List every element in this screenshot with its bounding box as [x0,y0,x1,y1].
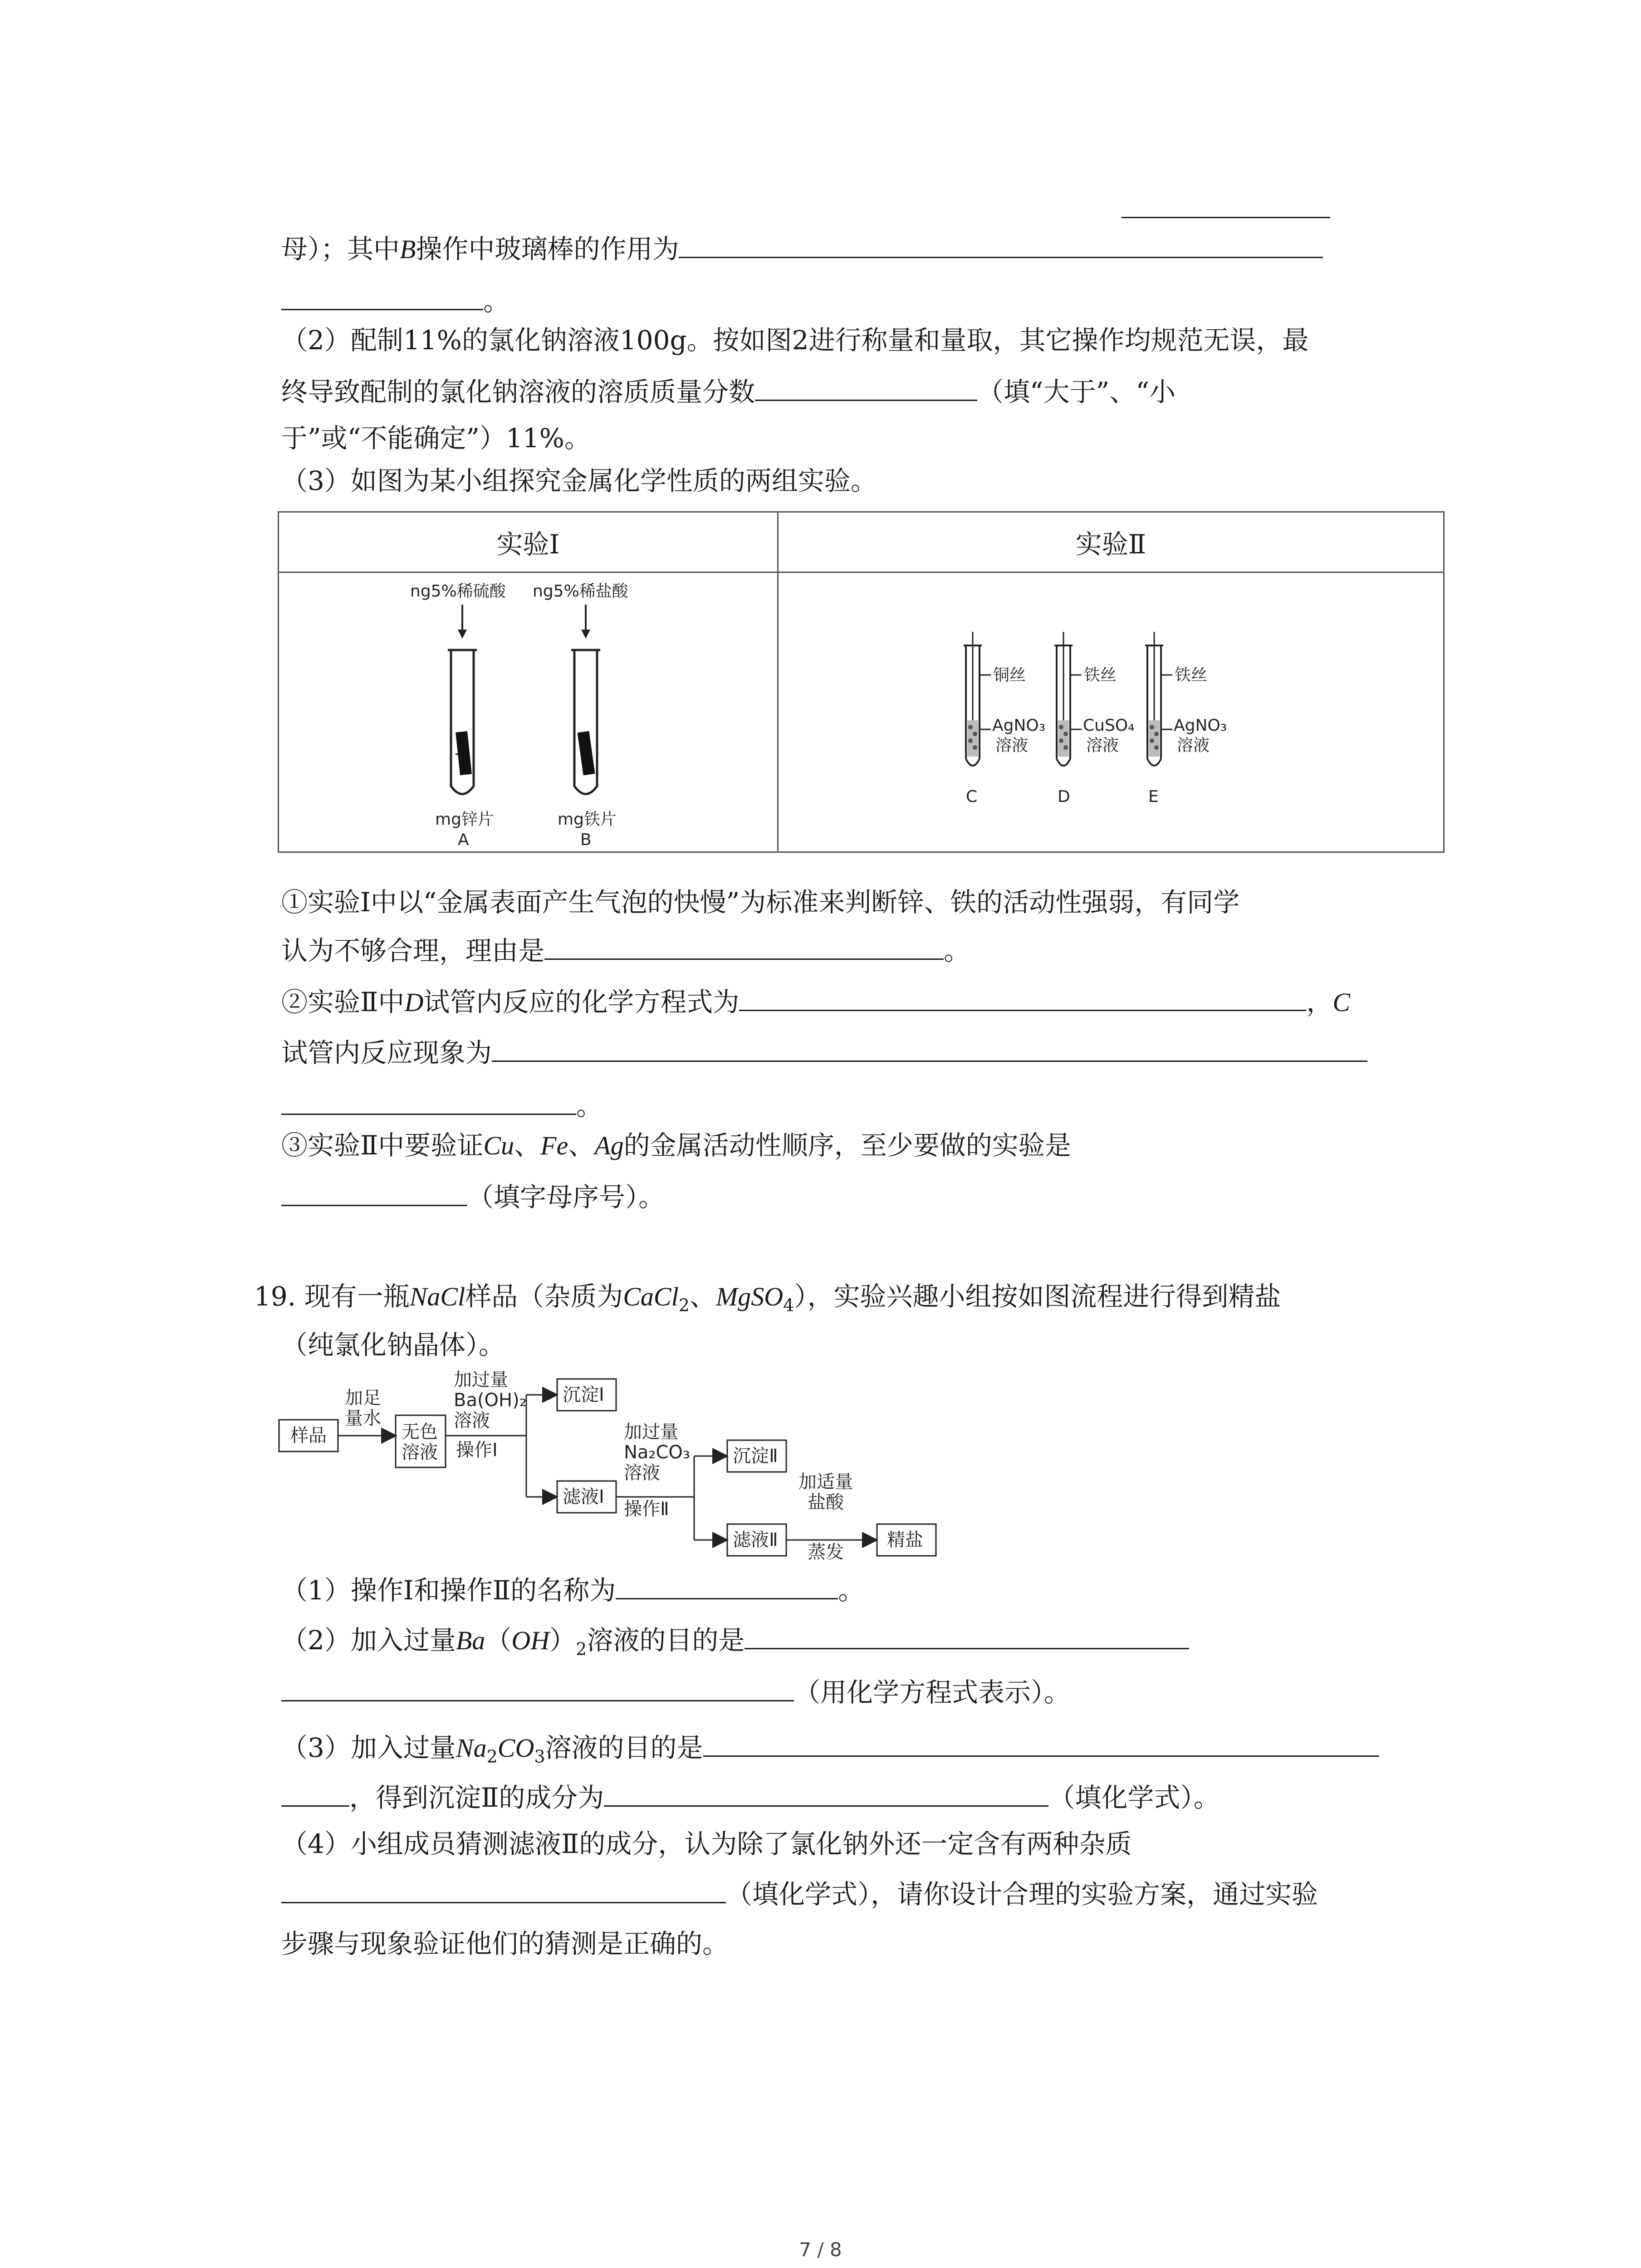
q19-p3-line1: （3）加入过量$Na_2CO_3$溶液的目的是 [281,1729,1379,1775]
flow-colorless-a: 无色 [402,1422,438,1442]
q19-p1: （1）操作Ⅰ和操作Ⅱ的名称为 。 [281,1572,864,1608]
flow-add3-b: Na₂CO₃ [624,1442,690,1463]
flow-filtrate1: 滤液Ⅰ [563,1486,604,1507]
answer-blank[interactable] [616,1572,838,1599]
q19-p3-line2: ，得到沉淀Ⅱ的成分为 （填化学式）。 [281,1779,1220,1816]
answer-blank[interactable] [281,1087,576,1115]
q3-s3-line1: ③实验Ⅱ中要验证Cu、Fe、Ag的金属活动性顺序，至少要做的实验是 [281,1130,1071,1161]
exp2-figure [780,573,1442,845]
q2-line2: 终导致配制的氯化钠溶液的溶质质量分数 （填“大于”、“小 [281,373,1176,410]
answer-blank[interactable] [739,983,1306,1011]
flow-add3-c: 溶液 [624,1462,660,1483]
answer-blank[interactable] [281,1779,349,1807]
answer-blank[interactable] [755,373,977,401]
sol-c-label-2: 溶液 [995,736,1028,755]
tube-b-label: B [580,831,592,845]
flow-add4-c: 蒸发 [808,1542,844,1560]
wire-d-label: 铁丝 [1083,666,1117,684]
flow-add2-b: Ba(OH)₂ [454,1390,527,1411]
flow-op1: 操作Ⅰ [456,1440,498,1461]
q19-p2-line1: （2）加入过量$Ba(OH)_2$溶液的目的是 [281,1622,1189,1667]
flow-sample: 样品 [290,1425,327,1446]
wire-e-label: 铁丝 [1174,666,1207,684]
text-line: 。 [281,283,509,319]
answer-blank[interactable] [544,932,944,960]
q3-s1-line2: 认为不够合理，理由是 。 [281,932,970,969]
text-line: 母）；其中B操作中玻璃棒的作用为 [281,230,1323,268]
acid-b-label: ng5%稀盐酸 [533,582,628,601]
flow-add3-a: 加过量 [624,1422,678,1442]
flow-ppt1: 沉淀Ⅰ [563,1384,604,1405]
q2-line3: 于”或“不能确定”）11%。 [281,423,591,454]
q3-s2-line2: 试管内反应现象为 [281,1034,1367,1071]
exp2-figure-cell [778,572,1444,852]
flow-diagram [272,1370,962,1560]
q3-s1-line1: ①实验Ⅰ中以“金属表面产生气泡的快慢”为标准来判断锌、铁的活动性强弱，有同学 [281,887,1240,918]
wire-c-label: 铜丝 [993,666,1026,684]
q3-intro: （3）如图为某小组探究金属化学性质的两组实验。 [281,465,877,496]
exp1-figure [281,573,775,845]
metal-a-label: mg锌片 [435,810,494,829]
q19-p2-line2: （用化学方程式表示）。 [281,1674,1070,1711]
answer-blank[interactable] [745,1622,1189,1649]
q3-s2-line3: 。 [281,1087,603,1124]
answer-blank[interactable] [281,1876,726,1903]
flow-add4-b: 盐酸 [808,1492,844,1513]
sol-e-label-2: 溶液 [1176,736,1210,755]
flow-add1-b: 量水 [345,1408,381,1429]
flow-op2: 操作Ⅱ [624,1499,669,1520]
metal-b-label: mg铁片 [558,810,617,829]
tube-a-label: A [458,831,469,845]
flow-add2-a: 加过量 [454,1370,508,1390]
flow-add1-a: 加足 [345,1388,381,1408]
table-header-exp1: 实验Ⅰ [279,512,778,572]
q19-line2: （纯氯化钠晶体）。 [281,1330,505,1360]
table-header-exp2: 实验Ⅱ [778,512,1444,572]
answer-blank[interactable] [492,1034,1367,1062]
tube-d-label: D [1057,787,1070,806]
experiment-table [278,511,1445,853]
sol-c-label-1: AgNO₃ [992,716,1045,735]
flow-salt: 精盐 [887,1530,923,1550]
q19-p4-line1: （4）小组成员猜测滤液Ⅱ的成分，认为除了氯化钠外还一定含有两种杂质 [281,1828,1132,1859]
page-number: 7 / 8 [799,2239,842,2261]
flow-ppt2: 沉淀Ⅱ [733,1446,778,1466]
tube-e-label: E [1148,787,1159,806]
answer-blank-top[interactable] [1122,217,1330,218]
flow-add4-a: 加适量 [798,1471,853,1492]
answer-blank[interactable] [281,1178,467,1206]
sol-e-label-1: AgNO₃ [1173,716,1227,735]
acid-a-label: ng5%稀硫酸 [410,582,506,601]
q19-line1: 19. 现有一瓶NaCl样品（杂质为CaCl$_2$、MgSO$_4$），实验兴趣小组按如图流程进行得到精盐 [254,1281,1281,1315]
answer-blank[interactable] [679,230,1323,258]
answer-blank[interactable] [281,283,483,310]
q2-line1: （2）配制11%的氯化钠溶液100g。按如图2进行称量和量取，其它操作均规范无误，最 [281,325,1309,356]
q19-p4-line3: 步骤与现象验证他们的猜测是正确的。 [281,1928,729,1959]
sol-d-label-2: 溶液 [1086,736,1119,755]
flow-filtrate2: 滤液Ⅱ [733,1530,778,1550]
answer-blank[interactable] [604,1779,1048,1807]
answer-blank[interactable] [281,1674,794,1701]
flow-colorless-b: 溶液 [402,1442,438,1463]
tube-c-label: C [965,787,977,806]
q3-s2-line1: ②实验Ⅱ中D试管内反应的化学方程式为 ，C [281,983,1350,1021]
q3-s3-line2: （填字母序号）。 [281,1178,665,1215]
answer-blank[interactable] [703,1729,1379,1757]
q19-p4-line2: （填化学式），请你设计合理的实验方案，通过实验 [281,1876,1318,1912]
sol-d-label-1: CuSO₄ [1083,716,1135,735]
exp1-figure-cell [279,572,778,852]
flow-add2-c: 溶液 [454,1410,490,1431]
